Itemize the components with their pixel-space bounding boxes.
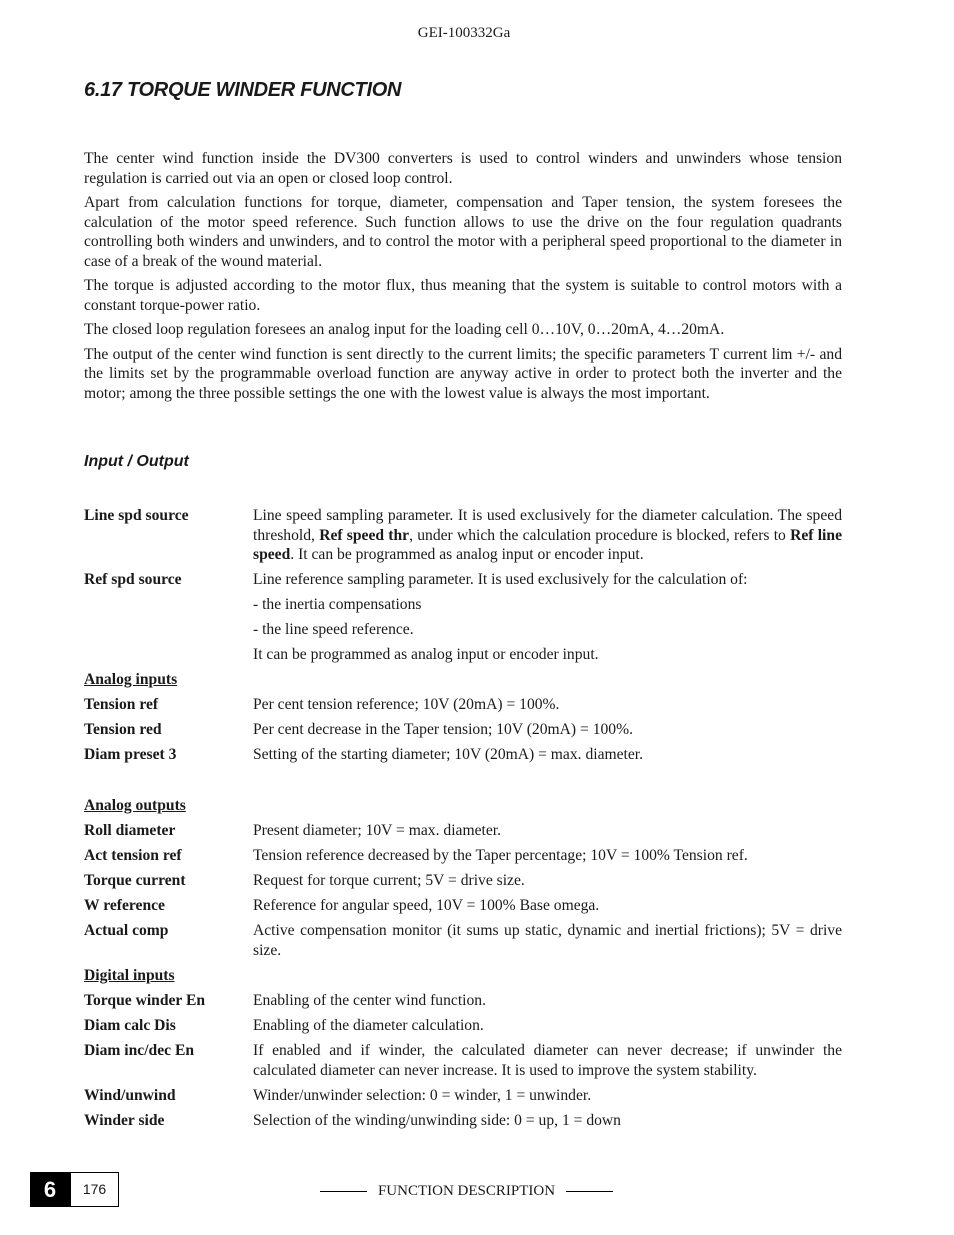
param-description: Selection of the winding/unwinding side: 0 = up, 1 = down	[253, 1112, 621, 1129]
footer-rule-right	[566, 1191, 613, 1192]
param-name: Torque winder En	[84, 992, 206, 1009]
param-description: Enabling of the center wind function.	[253, 992, 486, 1009]
desc-text: . It can be programmed as analog input or encoder input.	[290, 546, 644, 563]
param-description	[253, 506, 842, 565]
intro-paragraph: The closed loop regulation foresees an analog input for the loading cell 0…10V, 0…20mA, 4…20mA.	[84, 321, 725, 338]
param-row	[84, 745, 842, 765]
param-row	[84, 1111, 842, 1131]
param-description: Request for torque current; 5V = drive size.	[253, 872, 525, 889]
param-description: Per cent decrease in the Taper tension; 10V (20mA) = 100%.	[253, 721, 633, 738]
desc-text: , under which the calculation procedure is blocked, refers to	[409, 526, 791, 544]
intro-paragraph: The center wind function inside the DV300 converters is used to control winders and unwinders whose tension regulation is carried out via an open or closed loop control.	[84, 150, 842, 187]
desc-line: It can be programmed as analog input or encoder input.	[253, 646, 599, 663]
desc-line: - the inertia compensations	[253, 596, 422, 613]
footer-section-label: FUNCTION DESCRIPTION	[377, 1183, 556, 1199]
param-row	[84, 720, 842, 740]
param-description: Per cent tension reference; 10V (20mA) = 100%.	[253, 696, 560, 713]
chapter-number: 6	[30, 1172, 70, 1207]
param-name: Torque current	[84, 872, 186, 889]
param-row	[84, 871, 842, 891]
param-reference: Ref speed thr	[319, 526, 410, 544]
param-description: If enabled and if winder, the calculated diameter can never decrease; if unwinder the calculated diameter can never increase. It is used to improve the system stability.	[253, 1042, 842, 1079]
param-name: Line spd source	[84, 507, 189, 524]
desc-line: Line reference sampling parameter. It is used exclusively for the calculation of:	[253, 571, 748, 588]
param-ref-spd-source	[84, 570, 842, 665]
param-name: Roll diameter	[84, 822, 176, 839]
param-row	[84, 821, 842, 841]
param-name: Tension red	[84, 721, 162, 738]
param-description: Setting of the starting diameter; 10V (20mA) = max. diameter.	[253, 746, 644, 763]
page-number: 176	[70, 1172, 119, 1207]
param-description: Enabling of the diameter calculation.	[253, 1017, 484, 1034]
param-name: Actual comp	[84, 922, 169, 939]
section-title: 6.17 TORQUE WINDER FUNCTION	[84, 79, 402, 101]
document-id: GEI-100332Ga	[417, 25, 511, 41]
param-name: Diam preset 3	[84, 746, 177, 763]
param-description: Winder/unwinder selection: 0 = winder, 1 = unwinder.	[253, 1087, 592, 1104]
param-row	[84, 846, 842, 866]
param-name: Tension ref	[84, 696, 159, 713]
intro-text	[84, 149, 842, 408]
param-row	[84, 1086, 842, 1106]
param-description: Present diameter; 10V = max. diameter.	[253, 822, 501, 839]
analog-inputs-heading: Analog inputs	[84, 671, 178, 688]
param-description: Active compensation monitor (it sums up static, dynamic and inertial frictions); 5V = drive size.	[253, 922, 842, 959]
intro-paragraph: Apart from calculation functions for torque, diameter, compensation and Taper tension, the system foresees the calculation of the motor speed reference. Such function allows to use the drive on the four regulation quadrants controlling both winders and unwinders, and to control the motor with a peripheral speed proportional to the diameter in case of a break of the wound material.	[84, 194, 842, 270]
param-row	[84, 695, 842, 715]
param-row	[84, 1041, 842, 1080]
intro-paragraph: The output of the center wind function is sent directly to the current limits; the specific parameters T current lim +/- and the limits set by the programmable overload function are anyway active in order to protect both the inverter and the motor; among the three possible settings the one with the lowest value is always the most important.	[84, 345, 842, 402]
io-subtitle: Input / Output	[84, 453, 189, 470]
param-name: Diam calc Dis	[84, 1017, 176, 1034]
param-reference: Ref line speed	[253, 526, 842, 563]
desc-line: - the line speed reference.	[253, 621, 414, 638]
footer-section	[320, 1183, 613, 1200]
param-line-spd-source	[84, 506, 842, 565]
param-name: Wind/unwind	[84, 1087, 176, 1104]
param-name: Winder side	[84, 1112, 165, 1129]
param-name: Diam inc/dec En	[84, 1042, 195, 1059]
param-row	[84, 896, 842, 916]
param-description: Reference for angular speed, 10V = 100% Base omega.	[253, 897, 600, 914]
param-name: Ref spd source	[84, 571, 182, 588]
param-name: W reference	[84, 897, 165, 914]
digital-inputs-heading: Digital inputs	[84, 967, 175, 984]
param-row	[84, 921, 842, 960]
param-description	[253, 570, 842, 665]
footer-rule-left	[320, 1191, 367, 1192]
param-name: Act tension ref	[84, 847, 182, 864]
param-row	[84, 991, 842, 1011]
intro-paragraph: The torque is adjusted according to the motor flux, thus meaning that the system is suitable to control motors with a constant torque-power ratio.	[84, 277, 842, 314]
desc-text: Line speed sampling parameter. It is used exclusively for the diameter calculation. The speed threshold,	[253, 507, 842, 544]
param-row	[84, 1016, 842, 1036]
analog-outputs-heading: Analog outputs	[84, 797, 186, 814]
param-description: Tension reference decreased by the Taper percentage; 10V = 100% Tension ref.	[253, 847, 748, 864]
